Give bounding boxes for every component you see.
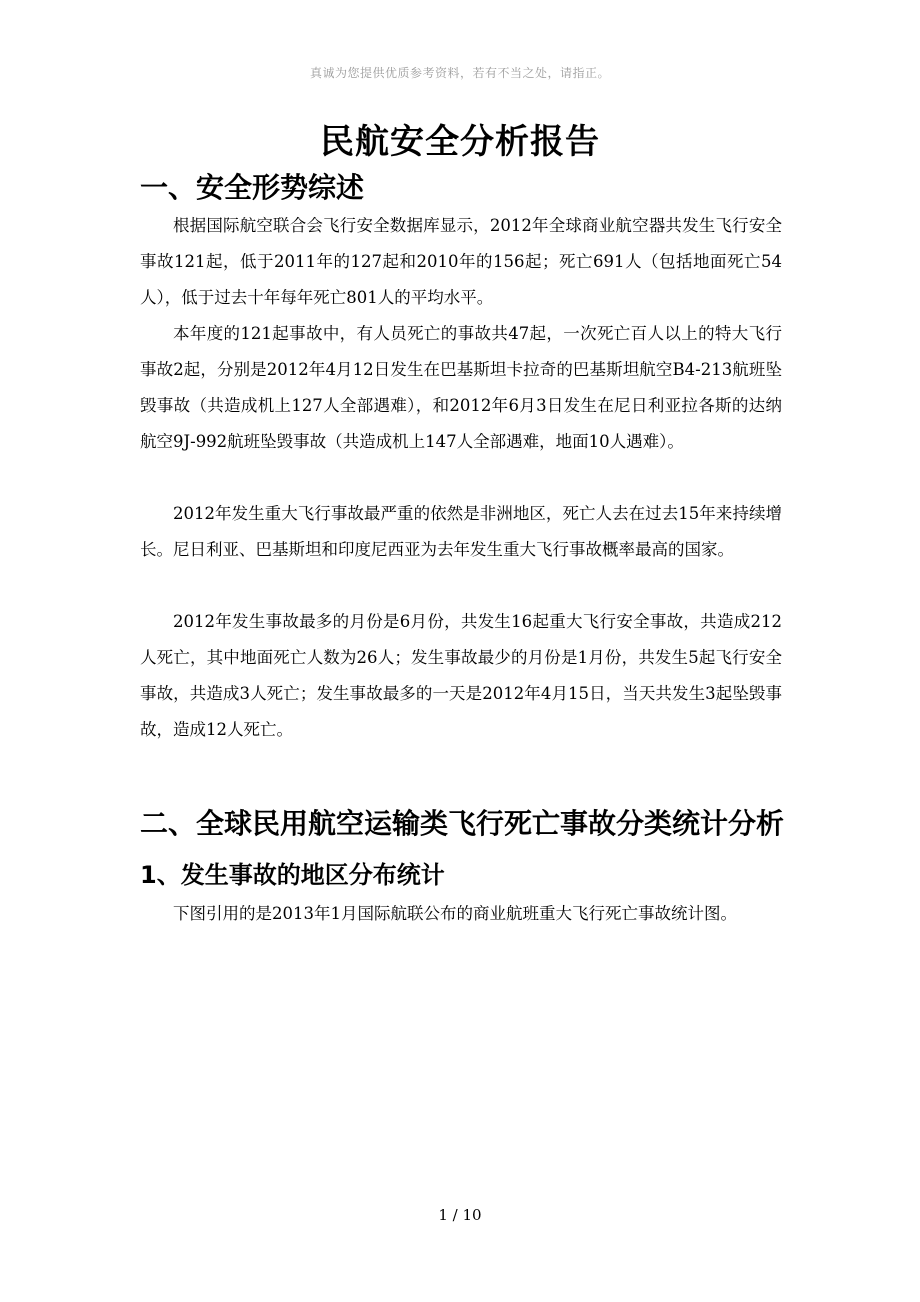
subsection-1-paragraph-1: 下图引用的是2013年1月国际航联公布的商业航班重大飞行死亡事故统计图。	[173, 904, 737, 923]
section-1-paragraph-1: 根据国际航空联合会飞行安全数据库显示，2012年全球商业航空器共发生飞行安全事故121起，低于2011年的127起和2010年的156起；死亡691人（包括地面死亡54人），低于过去十年每年死亡801人的平均水平。	[140, 216, 782, 307]
page-number: 1 / 10	[438, 1206, 482, 1224]
section-1-paragraph-4: 2012年发生事故最多的月份是6月份，共发生16起重大飞行安全事故，共造成212人死亡，其中地面死亡人数为26人；发生事故最少的月份是1月份，共发生5起飞行安全事故，共造成3人死亡；发生事故最多的一天是2012年4月15日，当天共发生3起坠毁事故，造成12人死亡。	[140, 612, 782, 739]
header-note: 真诚为您提供优质参考资料，若有不当之处，请指正。	[309, 66, 610, 80]
section-2-heading: 二、全球民用航空运输类飞行死亡事故分类统计分析	[140, 807, 785, 840]
document-title: 民航安全分析报告	[320, 122, 600, 162]
section-1-heading: 一、安全形势综述	[140, 171, 365, 204]
section-1-paragraph-2: 本年度的121起事故中，有人员死亡的事故共47起，一次死亡百人以上的特大飞行事故2起，分别是2012年4月12日发生在巴基斯坦卡拉奇的巴基斯坦航空B4-213航班坠毁事故（共造成机上127人全部遇难），和2012年6月3日发生在尼日利亚拉各斯的达纳航空9J-992航班坠毁事故（共造成机上147人全部遇难，地面10人遇难）。	[140, 324, 782, 451]
section-1-paragraph-3: 2012年发生重大飞行事故最严重的依然是非洲地区，死亡人去在过去15年来持续增长。尼日利亚、巴基斯坦和印度尼西亚为去年发生重大飞行事故概率最高的国家。	[140, 504, 782, 559]
subsection-1-heading: 1、发生事故的地区分布统计	[140, 861, 445, 889]
